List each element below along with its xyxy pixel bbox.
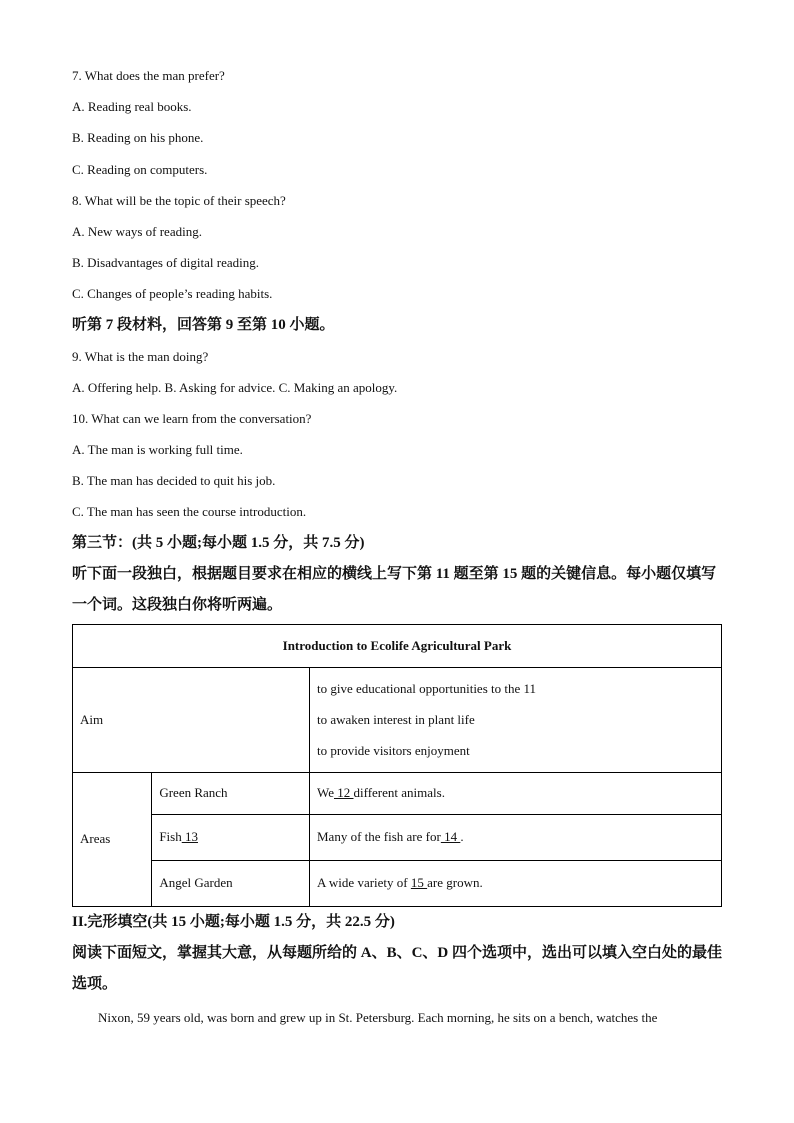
area-name: Green Ranch <box>159 785 228 801</box>
area-desc-text: A wide variety of <box>317 875 411 891</box>
question-10: 10. What can we learn from the conversation? <box>72 410 312 426</box>
aim-label: Aim <box>73 667 310 772</box>
q7-option-c: C. Reading on computers. <box>72 161 208 177</box>
blank-13: 13 <box>181 829 198 845</box>
blank-14: 14 <box>440 829 461 845</box>
blank-12: 12 <box>334 785 354 801</box>
area-desc-text: We <box>317 785 334 801</box>
area-name-cell <box>152 772 310 814</box>
area-desc-text: Many of the fish are for <box>317 829 441 845</box>
part-2-heading: II.完形填空(共 15 小题;每小题 1.5 分，共 22.5 分) <box>72 913 395 930</box>
q8-option-a: A. New ways of reading. <box>72 223 202 239</box>
part-2-instructions: 阅读下面短文，掌握其大意，从每题所给的 A、B、C、D 四个选项中，选出可以填入空白处的最佳选项。 <box>72 944 723 992</box>
table-title: Introduction to Ecolife Agricultural Park <box>73 624 722 667</box>
area-desc-cell <box>310 772 722 814</box>
question-9: 9. What is the man doing? <box>72 348 209 364</box>
q10-option-c: C. The man has seen the course introduction. <box>72 504 307 520</box>
section-7-heading: 听第 7 段材料，回答第 9 至第 10 小题。 <box>72 316 335 333</box>
q7-option-a: A. Reading real books. <box>72 99 192 115</box>
q8-option-c: C. Changes of people’s reading habits. <box>72 286 273 302</box>
q7-option-b: B. Reading on his phone. <box>72 130 204 146</box>
aim-item: to provide visitors enjoyment <box>317 743 470 759</box>
blank-15: 15 <box>410 875 428 891</box>
part-3-instructions: 听下面一段独白，根据题目要求在相应的横线上写下第 11 题至第 15 题的关键信息。每小题仅填写一个词。这段独白你将听两遍。 <box>72 565 717 613</box>
q9-options: A. Offering help. B. Asking for advice. C. Making an apology. <box>72 379 398 395</box>
area-desc-text: different animals. <box>353 785 445 801</box>
area-name: Angel Garden <box>159 875 233 891</box>
aim-items <box>310 667 722 772</box>
q8-option-b: B. Disadvantages of digital reading. <box>72 255 260 271</box>
area-desc-text: . <box>460 829 464 845</box>
ecolife-table <box>72 624 722 907</box>
area-name: Fish <box>159 829 182 845</box>
q10-option-a: A. The man is working full time. <box>72 442 243 458</box>
q10-option-b: B. The man has decided to quit his job. <box>72 473 276 489</box>
area-desc-text: are grown. <box>427 875 483 891</box>
area-name-cell <box>152 814 310 860</box>
question-7: 7. What does the man prefer? <box>72 68 225 83</box>
passage-paragraph: Nixon, 59 years old, was born and grew up in St. Petersburg. Each morning, he sits on a bench, watches the <box>98 1009 658 1025</box>
area-desc-cell <box>310 814 722 860</box>
aim-item: to awaken interest in plant life <box>317 712 475 728</box>
area-desc-cell <box>310 860 722 906</box>
document-page <box>72 60 722 1033</box>
question-8: 8. What will be the topic of their speech? <box>72 192 286 208</box>
part-3-heading: 第三节：(共 5 小题;每小题 1.5 分，共 7.5 分) <box>72 534 365 551</box>
aim-item: to give educational opportunities to the 11 <box>317 681 537 697</box>
areas-label: Areas <box>73 772 152 906</box>
area-name-cell <box>152 860 310 906</box>
